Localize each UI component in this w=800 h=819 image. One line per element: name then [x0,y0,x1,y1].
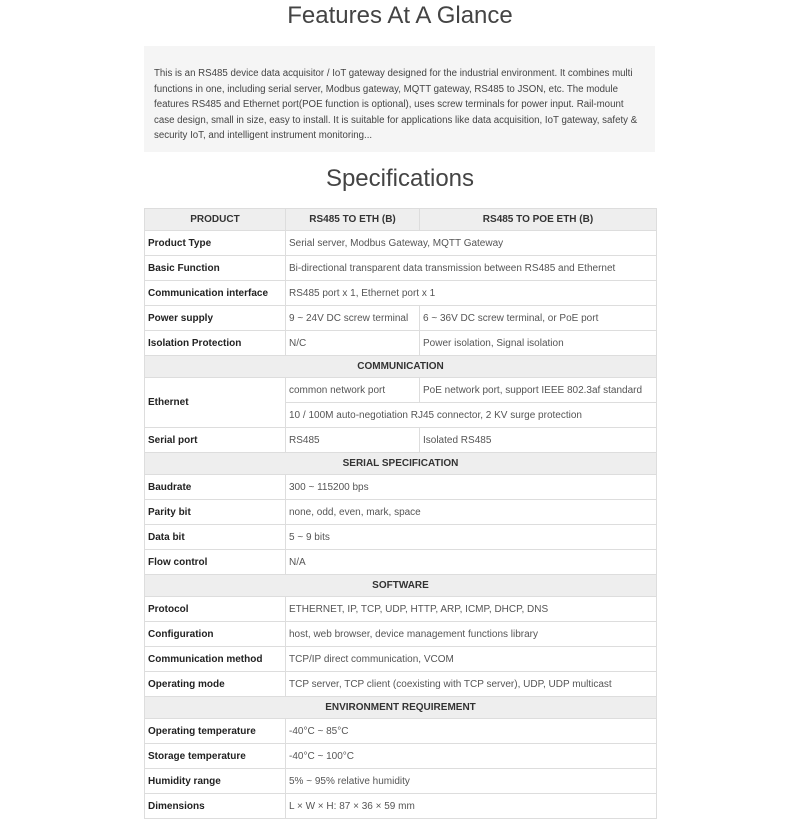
table-row [145,622,657,647]
row-value: 300 ~ 115200 bps [286,475,657,500]
row-value: -40°C ~ 85°C [286,719,657,744]
table-header-row [145,209,657,231]
table-row [145,306,657,331]
specifications-title: Specifications [325,165,475,192]
table-row [145,672,657,697]
section-header-serial [145,453,657,475]
table-row [145,378,657,403]
table-row [145,550,657,575]
table-row [145,281,657,306]
row-label: Data bit [145,525,286,550]
row-value: 5 ~ 9 bits [286,525,657,550]
section-title: COMMUNICATION [145,356,657,378]
row-label: Storage temperature [145,744,286,769]
table-row [145,719,657,744]
row-label: Serial port [145,428,286,453]
row-value: L × W × H: 87 × 36 × 59 mm [286,794,657,819]
table-row [145,500,657,525]
row-value: common network port [286,378,420,403]
table-row [145,744,657,769]
row-label: Parity bit [145,500,286,525]
row-label: Humidity range [145,769,286,794]
row-value: 6 ~ 36V DC screw terminal, or PoE port [420,306,657,331]
header-rs485-to-poe-eth: RS485 TO POE ETH (B) [420,209,657,231]
table-row [145,475,657,500]
header-product: PRODUCT [145,209,286,231]
table-row [145,794,657,819]
features-description: This is an RS485 device data acquisitor / IoT gateway designed for the industrial environment. It combines multi functions in one, including serial server, Modbus gateway, MQTT gateway, RS485 to JSON, etc. The module features RS485 and Ethernet port(POE function is optional), uses screw terminals for power input. Rail-mount case design, small in size, easy to install. It is suitable for applications like data acquisition, IoT gateway, safety & security IoT, and intelligent instrument monitoring... [144,46,655,152]
table-row [145,256,657,281]
row-value: 10 / 100M auto-negotiation RJ45 connector, 2 KV surge protection [286,403,657,428]
row-value: Bi-directional transparent data transmission between RS485 and Ethernet [286,256,657,281]
row-label: Isolation Protection [145,331,286,356]
row-value: TCP/IP direct communication, VCOM [286,647,657,672]
row-label: Communication interface [145,281,286,306]
table-row [145,647,657,672]
row-value: RS485 port x 1, Ethernet port x 1 [286,281,657,306]
table-row [145,769,657,794]
row-value: Power isolation, Signal isolation [420,331,657,356]
section-header-software [145,575,657,597]
row-value: 5% ~ 95% relative humidity [286,769,657,794]
row-label: Basic Function [145,256,286,281]
row-value: TCP server, TCP client (coexisting with TCP server), UDP, UDP multicast [286,672,657,697]
row-value: N/A [286,550,657,575]
row-value: Serial server, Modbus Gateway, MQTT Gateway [286,231,657,256]
row-value: ETHERNET, IP, TCP, UDP, HTTP, ARP, ICMP, DHCP, DNS [286,597,657,622]
row-label: Dimensions [145,794,286,819]
row-value: -40°C ~ 100°C [286,744,657,769]
row-value: N/C [286,331,420,356]
row-label: Communication method [145,647,286,672]
row-value: 9 ~ 24V DC screw terminal [286,306,420,331]
table-row [145,331,657,356]
features-title: Features At A Glance [287,2,513,29]
section-title: SERIAL SPECIFICATION [145,453,657,475]
section-header-environment [145,697,657,719]
row-label: Baudrate [145,475,286,500]
row-label: Power supply [145,306,286,331]
row-label: Operating mode [145,672,286,697]
header-rs485-to-eth: RS485 TO ETH (B) [286,209,420,231]
row-value: Isolated RS485 [420,428,657,453]
section-title: ENVIRONMENT REQUIREMENT [145,697,657,719]
row-value: host, web browser, device management functions library [286,622,657,647]
table-row [145,231,657,256]
table-row [145,597,657,622]
specifications-table [144,208,657,819]
section-title: SOFTWARE [145,575,657,597]
row-label: Ethernet [145,378,286,428]
table-row [145,428,657,453]
row-label: Operating temperature [145,719,286,744]
section-header-communication [145,356,657,378]
row-label: Protocol [145,597,286,622]
row-label: Product Type [145,231,286,256]
table-row [145,525,657,550]
row-label: Flow control [145,550,286,575]
row-label: Configuration [145,622,286,647]
row-value: none, odd, even, mark, space [286,500,657,525]
row-value: RS485 [286,428,420,453]
row-value: PoE network port, support IEEE 802.3af standard [420,378,657,403]
